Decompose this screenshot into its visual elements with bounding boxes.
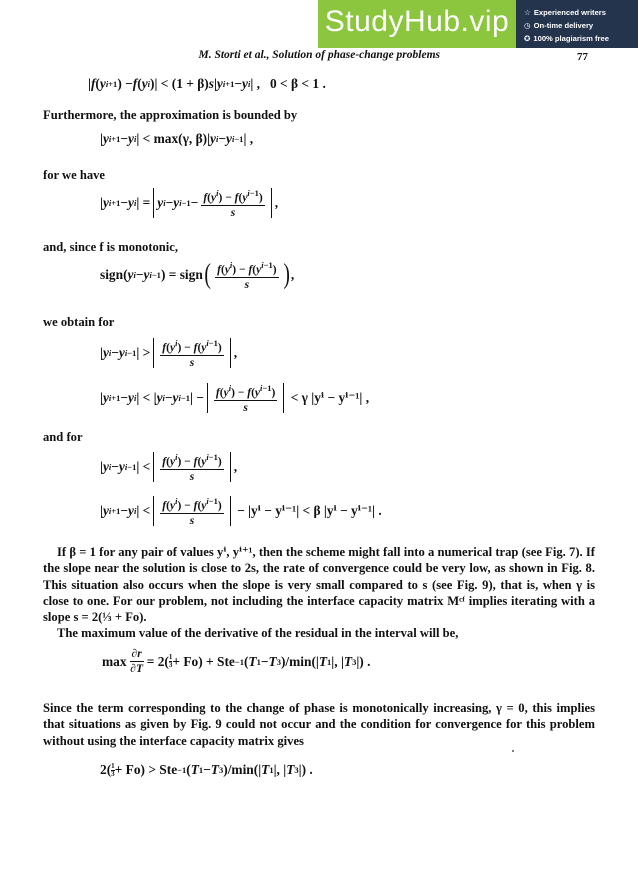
text-we-obtain-for: we obtain for (43, 315, 115, 329)
clock-icon: ◷ (524, 21, 531, 30)
running-head: M. Storti et al., Solution of phase-change problems (198, 49, 440, 61)
paragraph-numerical-trap: If β = 1 for any pair of values yⁱ, yⁱ⁺¹, then the scheme might fall into a numerical trap (see Fig. 7). If the slope near the solution is close to 2s, the rate of convergence could be very low, as shown in Fig. 8. This situation also occurs when the slope is very small compared to s (see Fig. 9), that is, when γ is close to one. For our problem, not including the interface capacity matrix Mᶜᶠ implies iterating with a slope s = 2(⅓ + Fo). (43, 545, 595, 625)
watermark-feature: ✪ 100% plagiarism free (524, 34, 609, 43)
equation-1: | f ( y i+1 ) − f ( y i )| < (1 + β) s | y i+1 − y i | , 0 < β < 1 . (88, 76, 326, 91)
watermark-brand: StudyHub.vip (324, 5, 510, 38)
watermark-features (516, 0, 638, 48)
equation-7: | y i − y i−1 | < $\frac{f(y^i) - f(y^{i-1})}{s}$ , (100, 452, 238, 483)
watermark-banner (318, 0, 516, 48)
equation-4: sign( y i − y i−1 ) = sign ( $\frac{f(y^i) - f(y^{i-1})}{s}$ ) , (100, 259, 295, 291)
watermark-feature: ◷ On-time delivery (524, 21, 594, 30)
paragraph-since-term: Since the term corresponding to the change of phase is monotonically increasing, γ = 0, this implies that situations as given by Fig. 9 could not occur and the condition for convergence for this problem without using the interface capacity matrix gives (43, 701, 595, 748)
star-icon: ☆ (524, 8, 531, 17)
speck (512, 750, 514, 752)
equation-5: | y i − y i−1 | > $\frac{f(y^i) - f(y^{i-1})}{s}$ , (100, 338, 238, 369)
equation-10: 2( $\frac{1}{3}$ + Fo) > Ste −1 ( T 1 − T 3 )/min(| T 1 |, | T 3 |) . (100, 761, 313, 778)
paragraph-max-derivative: The maximum value of the derivative of the residual in the interval will be, (57, 626, 459, 640)
text-furthermore: Furthermore, the approximation is bounded by (43, 108, 298, 122)
text-since-monotonic: and, since f is monotonic, (43, 240, 179, 254)
watermark-feature: ☆ Experienced writers (524, 8, 606, 17)
text-for-we-have: for we have (43, 168, 106, 182)
equation-9: max $\frac{\partial r}{\partial T}$ = 2( $\frac{1}{3}$ + Fo) + Ste −1 ( T 1 − T 3 )/min(| T 1 |, | T 3 |) . (102, 648, 371, 675)
equation-8: | y i+1 − y i | < $\frac{f(y^i) - f(y^{i-1})}{s}$ − |yⁱ − yⁱ⁻¹| < β |yⁱ − yⁱ⁻¹| . (100, 496, 382, 527)
equation-2: | y i+1 − y i | < max(γ, β)| y i − y i−1 | , (100, 131, 254, 146)
page-number: 77 (577, 51, 588, 63)
equation-6: | y i+1 − y i | < | y i − y i−1 | − $\frac{f(y^i) - f(y^{i-1})}{s}$ < γ |yⁱ − yⁱ⁻¹| , (100, 383, 370, 414)
equation-3: | y i+1 − y i | = y i − y i−1 − $\frac{f(y^i) - f(y^{i-1})}{s}$ , (100, 188, 279, 219)
badge-icon: ✪ (524, 34, 531, 43)
text-and-for: and for (43, 430, 83, 444)
